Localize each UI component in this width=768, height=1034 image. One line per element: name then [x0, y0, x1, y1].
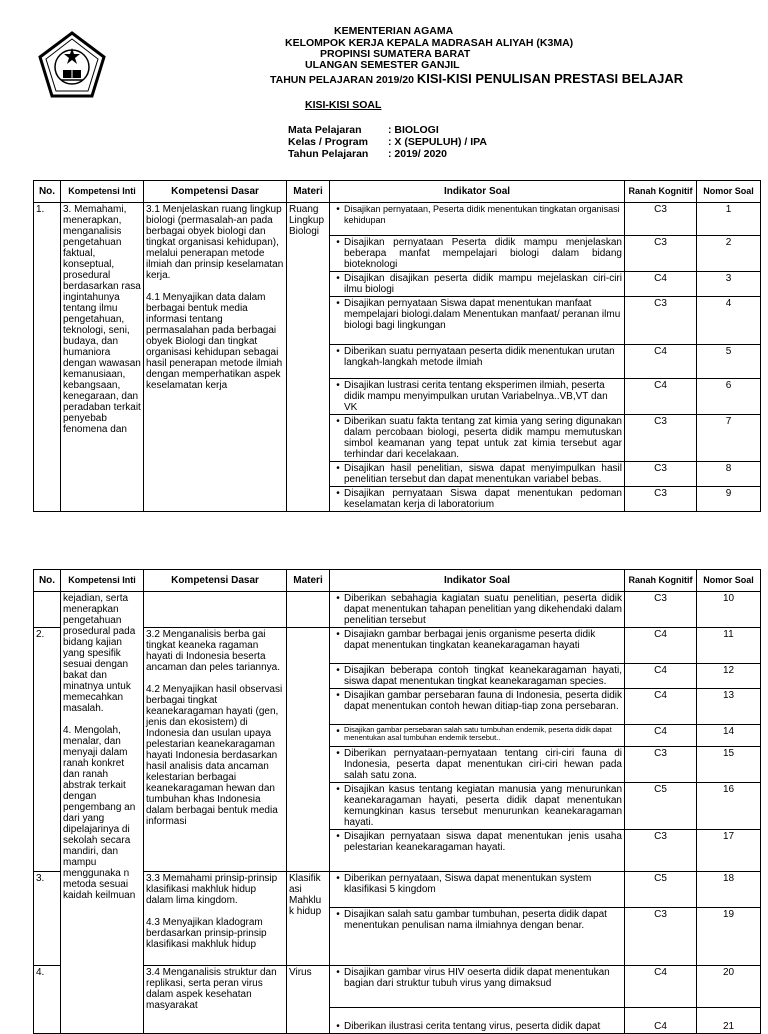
row-no: 2.	[34, 628, 61, 872]
bullet-icon: •	[336, 665, 340, 676]
table-header-row	[34, 570, 761, 592]
ranah-cell: C3	[625, 830, 697, 872]
bullet-icon: •	[336, 273, 340, 284]
ranah-cell: C4	[625, 725, 697, 747]
col-materi: Materi	[287, 181, 330, 203]
kisi-table-page-1	[33, 180, 761, 512]
nomor-cell: 9	[697, 487, 761, 512]
bullet-icon: •	[336, 967, 340, 978]
indikator-text: Disajikan gambar virus HIV oeserta didik dapat menentukan bagian dari struktur tubuh virus yang dimaksud	[344, 967, 610, 989]
indikator-text: Disajikan pernyataan Siswa dapat menentukan pedoman keselamatan kerja di laboratorium	[344, 488, 622, 510]
materi-cell: Virus	[287, 966, 330, 1034]
indikator-cell	[330, 462, 625, 487]
ranah-cell: C4	[625, 966, 697, 1008]
ranah-cell: C3	[625, 747, 697, 783]
indikator-text: Disajikan pernyataan siswa dapat menentukan jenis usaha pelestarian keanekaragaman hayati.	[344, 831, 622, 853]
indikator-text: Diberikan pernyataan-pernyataan tentang ciri-ciri fauna di Indonesia, peserta dapat menentukan ciri-ciri hewan pada salah satu zona.	[344, 748, 622, 781]
indikator-cell	[330, 592, 625, 628]
row-no	[34, 592, 61, 628]
ranah-cell: C5	[625, 872, 697, 908]
bullet-icon: •	[336, 488, 340, 499]
col-indikator: Indikator Soal	[330, 570, 625, 592]
nomor-cell: 17	[697, 830, 761, 872]
header-line-2: KELOMPOK KERJA KEPALA MADRASAH ALIYAH (K3MA)	[285, 37, 574, 49]
col-kd: Kompetensi Dasar	[144, 181, 287, 203]
indikator-text: Disajikan beberapa contoh tingkat keanekaragaman hayati, siswa dapat menentukan tingkat keanekaragaman species.	[344, 665, 622, 687]
table-row	[34, 592, 761, 628]
indikator-text: Disajikan salah satu gambar tumbuhan, peserta didik dapat menentukan penulisan nama ilmiahnya dengan benar.	[344, 909, 607, 931]
bullet-icon: •	[336, 1021, 340, 1032]
indikator-text: Disajikan disajikan peserta didik mampu mejelaskan ciri-ciri ilmu biologi	[344, 273, 622, 295]
table-row	[34, 966, 761, 1008]
table-row	[34, 872, 761, 908]
header-line-5	[270, 73, 683, 86]
table-row	[34, 628, 761, 664]
ranah-cell: C4	[625, 1008, 697, 1034]
indikator-text: Diberikan suatu fakta tentang zat kimia yang sering digunakan dalam percobaan biologi, peserta didik mampu memutuskan simbol keamanan yang tepat untuk zat kimia tersebut agar terhindar dari kecelakaan.	[344, 416, 622, 460]
indikator-cell	[330, 830, 625, 872]
ranah-cell: C3	[625, 297, 697, 345]
col-nomor: Nomor Soal	[697, 570, 761, 592]
indikator-text: Diberikan ilustrasi cerita tentang virus, peserta didik dapat	[344, 1021, 601, 1032]
bullet-icon: •	[336, 416, 340, 427]
row-no: 3.	[34, 872, 61, 966]
ranah-cell: C3	[625, 487, 697, 512]
ranah-cell: C4	[625, 689, 697, 725]
nomor-cell: 19	[697, 908, 761, 966]
ranah-cell: C4	[625, 664, 697, 689]
nomor-cell: 5	[697, 345, 761, 379]
indikator-cell	[330, 379, 625, 415]
nomor-cell: 8	[697, 462, 761, 487]
nomor-cell: 6	[697, 379, 761, 415]
mapel-value: : BIOLOGI	[388, 124, 439, 136]
col-no: No.	[34, 570, 61, 592]
tahun-label: Tahun Pelajaran	[288, 148, 369, 160]
indikator-cell	[330, 725, 625, 747]
nomor-cell: 13	[697, 689, 761, 725]
nomor-cell: 7	[697, 415, 761, 462]
indikator-text: Disajikan gambar persebaran salah satu tumbuhan endemik, peserta didik dapat menentukan asal tumbuhan endemik tersebut..	[344, 725, 612, 742]
ranah-cell: C3	[625, 415, 697, 462]
indikator-cell	[330, 783, 625, 830]
nomor-cell: 18	[697, 872, 761, 908]
bullet-icon: •	[336, 784, 340, 795]
indikator-text: Disajikan pernyataan Siswa dapat menentukan manfaat mempelajari biologi.dalam Menentukan manfaat/ peranan ilmu biologi bagi lingkungan	[344, 298, 621, 331]
indikator-cell	[330, 689, 625, 725]
indikator-text: Disajikan kasus tentang kegiatan manusia yang menurunkan keanekaragaman hayati, peserta didik dapat menentukan kemungkinan kasus tersebut menurunkan keanekaragaman hayati.	[344, 784, 622, 828]
tahun-value: : 2019/ 2020	[388, 148, 447, 160]
nomor-cell: 20	[697, 966, 761, 1008]
bullet-icon: •	[336, 909, 340, 920]
indikator-cell	[330, 1008, 625, 1034]
bullet-icon: •	[336, 629, 340, 640]
kompetensi-dasar-cell: 3.3 Memahami prinsip-prinsip klasifikasi makhluk hidup dalam lima kingdom. 4.3 Menyajikan kladogram berdasarkan prinsip-prinsip klasifikasi makhluk hidup	[144, 872, 287, 966]
header-line-3: PROPINSI SUMATERA BARAT	[320, 48, 471, 60]
materi-cell: Ruang Lingkup Biologi	[287, 203, 330, 512]
ranah-cell: C3	[625, 203, 697, 236]
tahun-pelajaran-label: TAHUN PELAJARAN 2019/20	[270, 74, 414, 86]
nomor-cell: 21	[697, 1008, 761, 1034]
materi-cell: Klasifik asi Mahklu k hidup	[287, 872, 330, 966]
kompetensi-inti-cell: kejadian, serta menerapkan pengetahuan prosedural pada bidang kajian yang spesifik sesuai dengan bakat dan minatnya untuk memecahkan masalah. 4. Mengolah, menalar, dan menyaji dalam ranah konkret dan ranah abstrak terkait dengan pengembang an dari yang dipelajarinya di sekolah secara mandiri, dan mampu menggunaka n metoda sesuai kaidah keilmuan	[61, 592, 144, 1034]
ranah-cell: C3	[625, 236, 697, 272]
ranah-cell: C3	[625, 592, 697, 628]
indikator-cell	[330, 664, 625, 689]
table-header-row	[34, 181, 761, 203]
materi-cell	[287, 628, 330, 872]
kompetensi-dasar-cell: 3.1 Menjelaskan ruang lingkup biologi (permasalah-an pada berbagai obyek biologi dan tingkat organisasi kehidupan), melalui penerapan metode ilmiah dan prinsip keselamatan kerja. 4.1 Menyajikan data dalam berbagai bentuk media informasi tentang permasalahan pada berbagai obyek Biologi dan tingkat organisasi kehidupan sebagai hasil penerapan metode ilmiah dengan memperhatikan aspek keselamatan kerja	[144, 203, 287, 512]
kelas-value: : X (SEPULUH) / IPA	[388, 136, 487, 148]
nomor-cell: 11	[697, 628, 761, 664]
ranah-cell: C4	[625, 272, 697, 297]
col-nomor: Nomor Soal	[697, 181, 761, 203]
bullet-icon: •	[336, 380, 340, 391]
ranah-cell: C3	[625, 908, 697, 966]
header-line-1: KEMENTERIAN AGAMA	[334, 25, 454, 37]
col-indikator: Indikator Soal	[330, 181, 625, 203]
nomor-cell: 3	[697, 272, 761, 297]
indikator-text: Diberikan pernyataan, Siswa dapat menentukan system klasifikasi 5 kingdom	[344, 873, 592, 895]
kompetensi-dasar-cell: 3.4 Menganalisis struktur dan replikasi, serta peran virus dalam aspek kesehatan masyarakat	[144, 966, 287, 1034]
indikator-cell	[330, 747, 625, 783]
indikator-cell	[330, 415, 625, 462]
nomor-cell: 10	[697, 592, 761, 628]
indikator-cell	[330, 203, 625, 236]
kompetensi-dasar-cell	[144, 592, 287, 628]
nomor-cell: 1	[697, 203, 761, 236]
indikator-cell	[330, 297, 625, 345]
indikator-cell	[330, 908, 625, 966]
nomor-cell: 14	[697, 725, 761, 747]
bullet-icon: •	[336, 726, 340, 737]
ranah-cell: C3	[625, 462, 697, 487]
indikator-text: Diberikan suatu pernyataan peserta didik menentukan urutan langkah-langkah metode ilmiah	[344, 346, 615, 368]
col-ranah: Ranah Kognitif	[625, 570, 697, 592]
bullet-icon: •	[336, 690, 340, 701]
col-ki: Kompetensi Inti	[61, 570, 144, 592]
nomor-cell: 12	[697, 664, 761, 689]
ranah-cell: C5	[625, 783, 697, 830]
indikator-text: Disajikan gambar persebaran fauna di Indonesia, peserta didik dapat menentukan contoh hewan ditiap-tiap zona persebaran.	[344, 690, 622, 712]
ranah-cell: C4	[625, 345, 697, 379]
indikator-text: Disajikan hasil penelitian, siswa dapat menyimpulkan hasil penelitian tersebut dan dapat menentukan variabel bebas.	[344, 463, 622, 485]
kemenag-logo	[37, 30, 107, 100]
indikator-cell	[330, 628, 625, 664]
indikator-cell	[330, 487, 625, 512]
indikator-cell	[330, 345, 625, 379]
bullet-icon: •	[336, 204, 340, 215]
subtitle: KISI-KISI SOAL	[305, 99, 382, 111]
row-no: 1.	[34, 203, 61, 512]
bullet-icon: •	[336, 873, 340, 884]
ranah-cell: C4	[625, 628, 697, 664]
col-kd: Kompetensi Dasar	[144, 570, 287, 592]
row-no: 4.	[34, 966, 61, 1034]
bullet-icon: •	[336, 298, 340, 309]
table-row	[34, 203, 761, 236]
document-title: KISI-KISI PENULISAN PRESTASI BELAJAR	[416, 71, 684, 86]
col-no: No.	[34, 181, 61, 203]
mapel-label: Mata Pelajaran	[288, 124, 362, 136]
bullet-icon: •	[336, 463, 340, 474]
header-line-4: ULANGAN SEMESTER GANJIL	[305, 59, 460, 71]
subject-info	[288, 124, 487, 160]
nomor-cell: 4	[697, 297, 761, 345]
nomor-cell: 16	[697, 783, 761, 830]
indikator-text: Diberikan sebahagia kagiatan suatu penelitian, peserta didik dapat menentukan tahapan penelitian yang dikehendaki dalam penelitian tersebut	[344, 593, 622, 626]
col-ki: Kompetensi Inti	[61, 181, 144, 203]
indikator-text: Disajikan lustrasi cerita tentang eksperimen ilmiah, peserta didik mampu menyimpulkan urutan Variabelnya..VB,VT dan VK	[344, 380, 608, 413]
indikator-text: Disajikan pernyataan, Peserta didik menentukan tingkatan organisasi kehidupan	[344, 204, 620, 225]
indikator-cell	[330, 236, 625, 272]
bullet-icon: •	[336, 237, 340, 248]
nomor-cell: 15	[697, 747, 761, 783]
indikator-text: Disajikan pernyataan Peserta didik mampu menjelaskan beberapa manfat mempelajari biologi dalam bidang bioteknologi	[344, 237, 622, 270]
kompetensi-inti-cell: 3. Memahami, menerapkan, menganalisis pengetahuan faktual, konseptual, prosedural berdasarkan rasa ingintahunya tentang ilmu pengetahuan, teknologi, seni, budaya, dan humaniora dengan wawasan kemanusiaan, kebangsaan, kenegaraan, dan peradaban terkait penyebab fenomena dan	[61, 203, 144, 512]
bullet-icon: •	[336, 748, 340, 759]
col-ranah: Ranah Kognitif	[625, 181, 697, 203]
indikator-text: Disajiakn gambar berbagai jenis organisme peserta didik dapat menentukan tingkatan keanekaragaman hayati	[344, 629, 596, 651]
kelas-label: Kelas / Program	[288, 136, 368, 148]
indikator-cell	[330, 966, 625, 1008]
bullet-icon: •	[336, 593, 340, 604]
col-materi: Materi	[287, 570, 330, 592]
indikator-cell	[330, 272, 625, 297]
kisi-table-page-2	[33, 569, 761, 1034]
materi-cell	[287, 592, 330, 628]
ranah-cell: C4	[625, 379, 697, 415]
indikator-cell	[330, 872, 625, 908]
kompetensi-dasar-cell: 3.2 Menganalisis berba gai tingkat keaneka ragaman hayati di Indonesia beserta ancaman dan peles tariannya. 4.2 Menyajikan hasil observasi berbagai tingkat keanekaragaman hayati (gen, jenis dan ekosistem) di Indonesia dan usulan upaya pelestarian keanekaragaman hayati Indonesia berdasarkan hasil analisis data ancaman kelestarian berbagai keanekaragaman hewan dan tumbuhan khas Indonesia dalam berbagai bentuk media informasi	[144, 628, 287, 872]
bullet-icon: •	[336, 831, 340, 842]
bullet-icon: •	[336, 346, 340, 357]
nomor-cell: 2	[697, 236, 761, 272]
